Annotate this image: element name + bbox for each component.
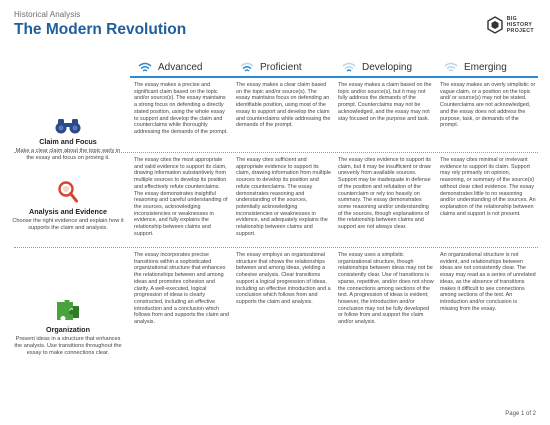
page-kicker: Historical Analysis xyxy=(14,10,81,19)
logo-line-2: HISTORY xyxy=(506,22,533,28)
signal-strength-icon xyxy=(138,62,152,73)
rubric-cell-organization-developing: The essay uses a simplistic organizational structure, though relationships between ideas may not be consistently clear. Use of transitions is sparse, repetitive, and/or does not show the connections among sections of the text. A progression of ideas is evident; however, the introduction and/or conclusion may not be fully developed or follow from and support the claim and/or analysis. xyxy=(338,252,434,326)
logo-mark-icon xyxy=(487,16,503,34)
level-label-developing: Developing xyxy=(362,62,413,73)
level-label-advanced: Advanced xyxy=(158,62,203,73)
rubric-cell-claim-emerging: The essay makes an overly simplistic or vague claim, or a position on the topic and/ or source(s) may not be stated. Counterclaims are not acknowledged, and the essay does not address the purpose, task, or demands of the prompt. xyxy=(440,82,536,129)
rubric-cell-claim-proficient: The essay makes a clear claim based on the topic and/or source(s). The essay maintains focus on defending an identifiable position, using most of the essay to support and develop the claim and counterclaims while addressing the demands of the prompt. xyxy=(236,82,331,129)
criterion-name: Claim and Focus xyxy=(39,137,97,146)
criterion-name: Organization xyxy=(46,325,90,334)
rubric-cell-organization-proficient: The essay employs an organizational structure that shows the relationships between and among ideas, yielding a cohesive analysis. Clear transitions support a logical progression of ideas, including an effective introduction and a conclusion which follows from and supports the claim and analysis. xyxy=(236,252,331,305)
rubric-cell-analysis-proficient: The essay cites sufficient and appropriate evidence to support its claim, drawing information from multiple sources to develop its position and refute counterclaims. The essay demonstrates reasoning and understanding of the sources, potentially acknowledging inconsistencies or weaknesses in evidence, and adequately explains the relationship between claims and support. xyxy=(236,157,331,237)
criterion-description: Present ideas in a structure that enhances the analysis. Use transitions throughout the essay to make connections clear. xyxy=(14,336,122,356)
rubric-cell-analysis-emerging: The essay cites minimal or irrelevant evidence to support its claim. Support may rely primarily on opinion, reasoning, or summary of the source(s) without clear cited evidence. The essay demonstrates little to no reasoning and/or understanding of the sources. An explanation of the relationship between claims and support is not present. xyxy=(440,157,536,217)
rubric-cell-analysis-developing: The essay cites evidence to support its claim, but it may be insufficient or draw unevenly from available sources. Support may be inadequate in defense of the position and refutation of the counterclaim or rely too heavily on summary. The essay demonstrates some reasoning and/or understanding of the sources, though explanations of the relationship between claims and support are not always clear. xyxy=(338,157,431,231)
level-header-developing xyxy=(334,50,436,78)
logo-line-3: PROJECT xyxy=(506,28,534,34)
signal-strength-icon xyxy=(240,62,254,73)
level-label-emerging: Emerging xyxy=(464,62,507,73)
magnifying-glass-icon xyxy=(12,180,124,204)
puzzle-pieces-icon xyxy=(12,300,124,322)
criterion-description: Make a clear claim about the topic early in the essay and focus on proving it. xyxy=(15,148,121,161)
rubric-cell-claim-developing: The essay makes a claim based on the topic and/or source(s), but it may not fully address the demands of the prompt. Counterclaims may not be acknowledged, and the essay may not stay focused on the purpose and task. xyxy=(338,82,432,122)
row-divider xyxy=(14,247,538,248)
rubric-cell-analysis-advanced: The essay cites the most appropriate and valid evidence to support its claim, drawing information substantively from multiple sources to develop its position and effectively refute counterclaims. The essay demonstrates insightful reasoning and careful understanding of the sources, acknowledging inconsistencies or weaknesses in evidence, and fully explains the relationship between claims and support. xyxy=(134,157,228,237)
big-history-project-logo xyxy=(487,16,534,34)
rubric-cell-organization-advanced: The essay incorporates precise transitions within a sophisticated organizational structure that enhances the relationships between and among ideas and promotes cohesion and clarity. A well-executed, logical progression of ideas is clearly constructed, including an effective introduction and a conclusion which follows from and supports the claim and analysis. xyxy=(134,252,229,326)
criterion-claim-and-focus xyxy=(12,118,124,162)
page-header xyxy=(14,10,186,39)
signal-strength-icon xyxy=(444,62,458,73)
level-label-proficient: Proficient xyxy=(260,62,302,73)
signal-strength-icon xyxy=(342,62,356,73)
page-title: The Modern Revolution xyxy=(14,21,187,38)
criterion-description: Choose the right evidence and explain how it supports the claim and analysis. xyxy=(12,218,124,231)
binoculars-icon xyxy=(12,118,124,134)
level-headers xyxy=(130,50,538,78)
page-number: Page 1 of 2 xyxy=(505,411,536,417)
rubric-cell-claim-advanced: The essay makes a precise and significant claim based on the topic and/or source(s). The essay maintains a strong focus on defending a directly stated position, using the whole essay to support and develop the claim and counterclaims while thoroughly addressing the demands of the prompt. xyxy=(134,82,228,135)
criterion-analysis-and-evidence xyxy=(12,180,124,232)
level-header-advanced xyxy=(130,50,232,78)
criterion-name: Analysis and Evidence xyxy=(29,207,107,216)
criterion-organization xyxy=(12,300,124,356)
level-header-emerging xyxy=(436,50,538,78)
logo-line-1: BIG xyxy=(506,16,518,22)
level-header-proficient xyxy=(232,50,334,78)
rubric-cell-organization-emerging: An organizational structure is not evident, and relationships between ideas are not consistently clear. The essay may read as a series of unrelated ideas, as the absence of transitions makes it difficult to see connections among sections of the text. An introduction and/or conclusion is missing from the essay. xyxy=(440,252,536,312)
